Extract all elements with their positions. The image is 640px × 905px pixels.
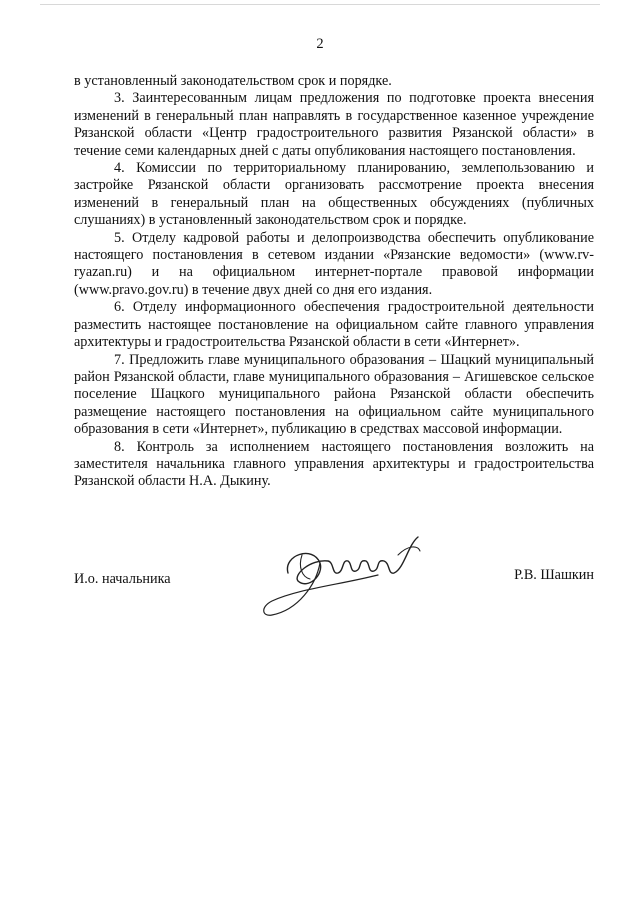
- paragraph-6: 6. Отделу информационного обеспечения градостроительной деятельности разместить настоящее постановление на официальном сайте главного управления архитектуры и градостроительства Рязанской области в сети «Интернет».: [74, 299, 594, 351]
- signatory-title: И.о. начальника: [74, 571, 171, 587]
- paragraph-7: 7. Предложить главе муниципального образования – Шацкий муниципальный район Рязанской области, главе муниципального образования – Агишевское сельское поселение Шацкого муниципального района Рязанской области обеспечить размещение настоящего постановления на официальном сайте муниципального образования в сети «Интернет», публикацию в средствах массовой информации.: [74, 351, 594, 438]
- paragraph-8: 8. Контроль за исполнением настоящего постановления возложить на заместителя начальника главного управления архитектуры и градостроительства Рязанской области Н.А. Дыкину.: [74, 438, 594, 490]
- signature-block: [74, 565, 594, 645]
- document-body: [74, 73, 594, 491]
- signatory-name: Р.В. Шашкин: [514, 567, 594, 583]
- paragraph-4: 4. Комиссии по территориальному планированию, землепользованию и застройке Рязанской области организовать рассмотрение проекта внесения изменений в генеральный план на общественных обсуждениях (публичных слушаниях) в установленный законодательством срок и порядке.: [74, 160, 594, 229]
- page-number: 2: [316, 36, 324, 52]
- scan-edge-line: [40, 4, 600, 5]
- paragraph-5: 5. Отделу кадровой работы и делопроизводства обеспечить опубликование настоящего постановления в сетевом издании «Рязанские ведомости» (www.rv-ryazan.ru) и на официальном интернет-портале правовой информации (www.pravo.gov.ru) в течение двух дней со дня его издания.: [74, 229, 594, 298]
- paragraph-continuation: в установленный законодательством срок и порядке.: [74, 73, 392, 89]
- paragraph-3: 3. Заинтересованным лицам предложения по подготовке проекта внесения изменений в генеральный план направлять в государственное казенное учреждение Рязанской области «Центр градостроительного развития Рязанской области» в течение семи календарных дней с даты опубликования настоящего постановления.: [74, 90, 594, 159]
